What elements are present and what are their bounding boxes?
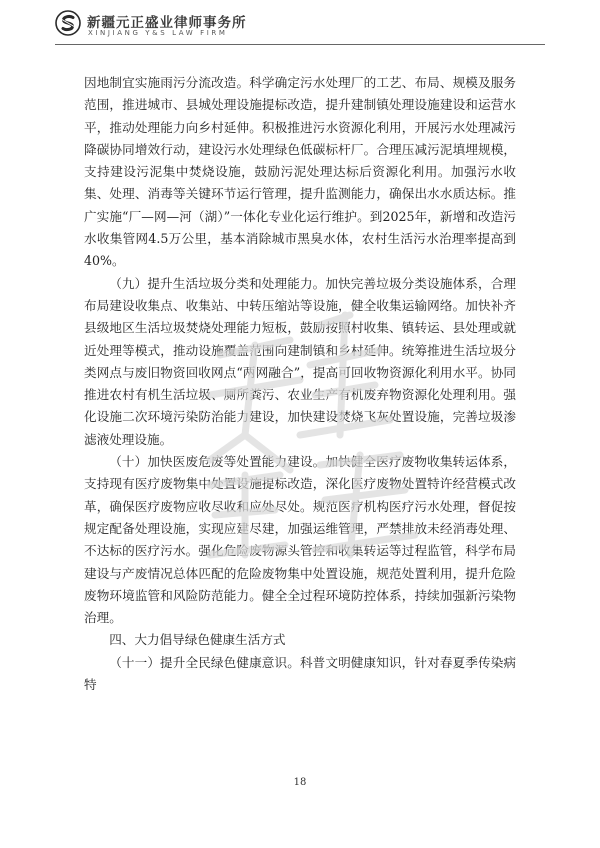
page-number: 18 xyxy=(293,777,307,788)
paragraph-garbage: （九）提升生活垃圾分类和处理能力。加快完善垃圾分类设施体系，合理布局建设收集点、收集站、中转压缩站等设施，健全收集运输网络。加快补齐县级地区生活垃圾焚烧处理能力短板，鼓励按照村收集、镇转运、县处理或就近处理等模式，推动设施覆盖范围向建制镇和乡村延伸。统筹推进生活垃圾分类网点与废旧物资回收网点“两网融合”，提高可回收物资源化利用水平。协同推进农村有机生活垃圾、厕所粪污、农业生产有机废弃物资源化处理利用。强化设施二次环境污染防治能力建设，加快建设焚烧飞灰处置设施，完善垃圾渗滤液处理设施。 xyxy=(84,275,516,447)
firm-logo-icon xyxy=(55,10,81,36)
paragraph-medical-waste: （十）加快医废危废等处置能力建设。加快健全医疗废物收集转运体系，支持现有医疗废物集中处置设施提标改造，深化医疗废物处置特许经营模式改革，确保医疗废物应收尽收和应处尽处。规范医疗机构医疗污水处理，督促按规定配备处理设施，实现应建尽建，加强运维管理，严禁排放未经消毒处理、不达标的医疗污水。强化危险废物源头管控和收集转运等过程监管，科学布局建设与产废情况总体匹配的危险废物集中处置设施，规范处置利用，提升危险废物环境监管和风险防范能力。健全全过程环境防控体系，持续加强新污染物治理。 xyxy=(84,454,516,626)
firm-name-en: XINJIANG Y&S LAW FIRM xyxy=(88,29,228,37)
firm-name: 新疆元正盛业律师事务所 xyxy=(87,15,247,31)
page-header xyxy=(55,10,545,40)
paragraph-sewage: 因地制宜实施雨污分流改造。科学确定污水处理厂的工艺、布局、规模及服务范围，推进城市、县城处理设施提标改造，提升建制镇处理设施建设和运营水平，推动处理能力向乡村延伸。积极推进污水资源化利用，开展污水处理减污降碳协同增效行动，建设污水处理绿色低碳标杆厂。合理压减污泥填埋规模，支持建设污泥集中焚烧设施，鼓励污泥处理达标后资源化利用。加强污水收集、处理、消毒等关键环节运行管理，提升监测能力，确保出水水质达标。推广实施“厂—网—河（湖）”一体化专业化运行维护。到2025年，新增和改造污水收集管网4.5万公里，基本消除城市黑臭水体，农村生活污水治理率提高到40%。 xyxy=(84,75,516,269)
header-divider xyxy=(55,44,545,45)
document-body xyxy=(84,72,516,696)
section-heading-four: 四、大力倡导绿色健康生活方式 xyxy=(109,632,286,648)
paragraph-green-awareness: （十一）提升全民绿色健康意识。科普文明健康知识，针对春夏季传染病特 xyxy=(84,654,516,693)
